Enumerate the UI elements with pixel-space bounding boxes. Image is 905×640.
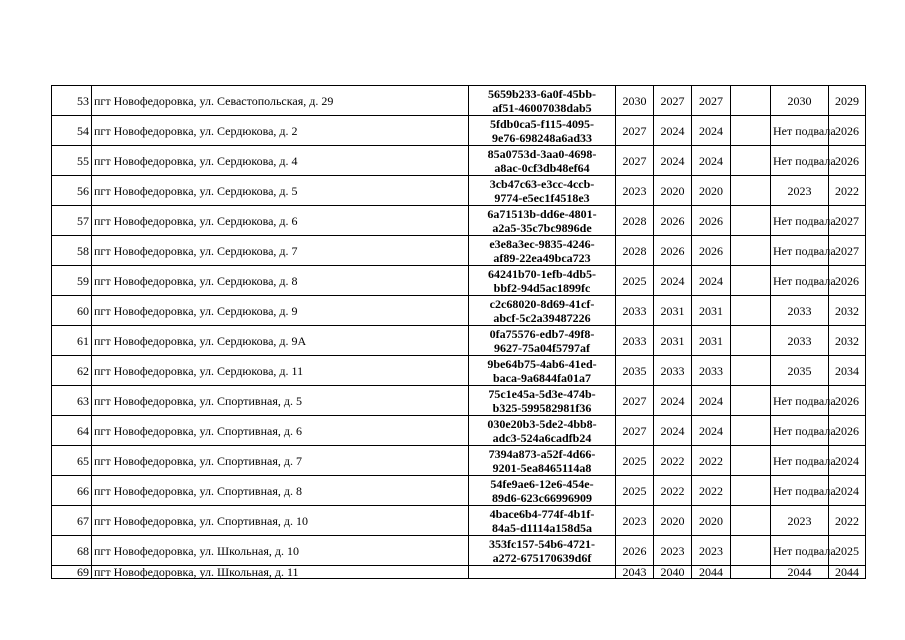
guid-line-1: 9be64b75-4ab6-41ed- <box>487 356 597 371</box>
guid-line-2: 9774-e5ec1f4518e3 <box>494 190 590 205</box>
year-cell-6: 2026 <box>829 116 866 146</box>
year-cell-2: 2024 <box>654 416 692 446</box>
year-cell-1: 2025 <box>616 266 654 296</box>
guid-line-2: baca-9a6844fa01a7 <box>493 370 591 385</box>
guid-cell <box>469 356 616 386</box>
row-number: 53 <box>52 86 92 116</box>
year-cell-1: 2043 <box>616 566 654 579</box>
guid-line-1: 7394a873-a52f-4d66- <box>488 446 596 461</box>
empty-cell <box>731 536 771 566</box>
year-cell-1: 2027 <box>616 146 654 176</box>
guid-line-2: 9201-5ea8465114a8 <box>492 460 592 475</box>
row-number: 67 <box>52 506 92 536</box>
guid-line-1: 030e20b3-5de2-4bb8- <box>487 416 597 431</box>
guid-cell <box>469 326 616 356</box>
address-cell: пгт Новофедоровка, ул. Спортивная, д. 10 <box>92 506 469 536</box>
address-cell: пгт Новофедоровка, ул. Школьная, д. 11 <box>92 566 469 579</box>
year-cell-1: 2023 <box>616 176 654 206</box>
guid-line-1: 64241b70-1efb-4db5- <box>487 266 596 281</box>
year-cell-1: 2028 <box>616 236 654 266</box>
year-cell-6: 2026 <box>829 146 866 176</box>
row-number: 63 <box>52 386 92 416</box>
address-cell: пгт Новофедоровка, ул. Школьная, д. 10 <box>92 536 469 566</box>
guid-cell <box>469 296 616 326</box>
empty-cell <box>731 146 771 176</box>
guid-line-2: bbf2-94d5ac1899fc <box>493 280 591 295</box>
address-cell: пгт Новофедоровка, ул. Сердюкова, д. 6 <box>92 206 469 236</box>
year-cell-6: 2022 <box>829 506 866 536</box>
table-row <box>52 236 866 266</box>
guid-line-2: 84a5-d1114a158d5a <box>491 520 593 535</box>
basement-cell: 2035 <box>771 356 829 386</box>
guid-line-1: 5fdb0ca5-f115-4095- <box>490 116 594 131</box>
basement-cell: Нет подвала <box>771 476 829 506</box>
basement-cell: 2023 <box>771 506 829 536</box>
guid-line-2: 89d6-623c66996909 <box>492 490 592 505</box>
year-cell-2: 2031 <box>654 326 692 356</box>
guid-cell <box>469 476 616 506</box>
table-row <box>52 266 866 296</box>
empty-cell <box>731 446 771 476</box>
year-cell-2: 2020 <box>654 506 692 536</box>
guid-cell <box>469 176 616 206</box>
year-cell-3: 2023 <box>692 536 731 566</box>
year-cell-2: 2020 <box>654 176 692 206</box>
year-cell-1: 2033 <box>616 326 654 356</box>
year-cell-3: 2020 <box>692 176 731 206</box>
row-number: 68 <box>52 536 92 566</box>
year-cell-6: 2032 <box>829 296 866 326</box>
empty-cell <box>731 236 771 266</box>
year-cell-1: 2035 <box>616 356 654 386</box>
basement-cell: Нет подвала <box>771 236 829 266</box>
year-cell-2: 2033 <box>654 356 692 386</box>
year-cell-2: 2023 <box>654 536 692 566</box>
year-cell-2: 2027 <box>654 86 692 116</box>
row-number: 65 <box>52 446 92 476</box>
guid-line-1: c2c68020-8d69-41cf- <box>489 296 595 311</box>
guid-line-2: 9627-75a04f5797af <box>494 340 590 355</box>
year-cell-2: 2024 <box>654 386 692 416</box>
row-number: 56 <box>52 176 92 206</box>
year-cell-1: 2027 <box>616 416 654 446</box>
table-row <box>52 476 866 506</box>
table-body <box>52 86 866 579</box>
empty-cell <box>731 176 771 206</box>
guid-cell <box>469 146 616 176</box>
guid-cell <box>469 446 616 476</box>
year-cell-1: 2027 <box>616 386 654 416</box>
table-row <box>52 566 866 579</box>
year-cell-2: 2022 <box>654 476 692 506</box>
guid-cell <box>469 116 616 146</box>
row-number: 69 <box>52 566 92 579</box>
empty-cell <box>731 416 771 446</box>
basement-cell: 2044 <box>771 566 829 579</box>
empty-cell <box>731 86 771 116</box>
empty-cell <box>731 206 771 236</box>
table-row <box>52 326 866 356</box>
basement-cell: Нет подвала <box>771 416 829 446</box>
address-cell: пгт Новофедоровка, ул. Сердюкова, д. 8 <box>92 266 469 296</box>
year-cell-1: 2028 <box>616 206 654 236</box>
address-cell: пгт Новофедоровка, ул. Сердюкова, д. 9А <box>92 326 469 356</box>
row-number: 62 <box>52 356 92 386</box>
row-number: 55 <box>52 146 92 176</box>
table-row <box>52 536 866 566</box>
row-number: 54 <box>52 116 92 146</box>
year-cell-6: 2025 <box>829 536 866 566</box>
basement-cell: Нет подвала <box>771 206 829 236</box>
guid-line-1: 353fc157-54b6-4721- <box>489 536 595 551</box>
guid-line-2: abcf-5c2a39487226 <box>493 310 591 325</box>
row-number: 61 <box>52 326 92 356</box>
year-cell-6: 2044 <box>829 566 866 579</box>
year-cell-6: 2026 <box>829 266 866 296</box>
address-cell: пгт Новофедоровка, ул. Спортивная, д. 8 <box>92 476 469 506</box>
year-cell-1: 2023 <box>616 506 654 536</box>
year-cell-2: 2026 <box>654 206 692 236</box>
guid-line-2: b325-599582981f36 <box>492 400 592 415</box>
housing-schedule-table <box>51 85 866 579</box>
year-cell-6: 2027 <box>829 206 866 236</box>
year-cell-1: 2026 <box>616 536 654 566</box>
address-cell: пгт Новофедоровка, ул. Сердюкова, д. 9 <box>92 296 469 326</box>
basement-cell: Нет подвала <box>771 446 829 476</box>
guid-line-2: a2a5-35c7bc9896de <box>492 220 592 235</box>
guid-line-2: af89-22ea49bca723 <box>493 250 591 265</box>
year-cell-1: 2030 <box>616 86 654 116</box>
year-cell-3: 2026 <box>692 206 731 236</box>
empty-cell <box>731 266 771 296</box>
guid-line-1: 5659b233-6a0f-45bb- <box>487 86 596 101</box>
empty-cell <box>731 476 771 506</box>
year-cell-3: 2031 <box>692 326 731 356</box>
year-cell-6: 2027 <box>829 236 866 266</box>
address-cell: пгт Новофедоровка, ул. Сердюкова, д. 5 <box>92 176 469 206</box>
empty-cell <box>731 296 771 326</box>
guid-cell <box>469 236 616 266</box>
guid-line-1: 54fe9ae6-12e6-454e- <box>490 476 594 491</box>
year-cell-6: 2026 <box>829 416 866 446</box>
table-row <box>52 446 866 476</box>
basement-cell: 2033 <box>771 296 829 326</box>
row-number: 64 <box>52 416 92 446</box>
basement-cell: Нет подвала <box>771 536 829 566</box>
year-cell-3: 2024 <box>692 146 731 176</box>
guid-cell <box>469 566 616 579</box>
guid-line-2: a272-675170639d6f <box>492 550 592 565</box>
guid-cell <box>469 506 616 536</box>
empty-cell <box>731 566 771 579</box>
guid-line-1: 0fa75576-edb7-49f8- <box>489 326 595 341</box>
address-cell: пгт Новофедоровка, ул. Севастопольская, д. 29 <box>92 86 469 116</box>
guid-line-2: adc3-524a6cadfb24 <box>492 430 592 445</box>
year-cell-2: 2024 <box>654 266 692 296</box>
year-cell-6: 2026 <box>829 386 866 416</box>
year-cell-2: 2040 <box>654 566 692 579</box>
guid-line-2: af51-46007038dab5 <box>492 100 592 115</box>
year-cell-2: 2024 <box>654 146 692 176</box>
address-cell: пгт Новофедоровка, ул. Сердюкова, д. 4 <box>92 146 469 176</box>
year-cell-6: 2022 <box>829 176 866 206</box>
year-cell-1: 2025 <box>616 476 654 506</box>
year-cell-6: 2032 <box>829 326 866 356</box>
guid-cell <box>469 266 616 296</box>
guid-line-1: 3cb47c63-e3cc-4ccb- <box>489 176 595 191</box>
guid-cell <box>469 416 616 446</box>
table-row <box>52 146 866 176</box>
basement-cell: 2023 <box>771 176 829 206</box>
year-cell-3: 2022 <box>692 476 731 506</box>
table-row <box>52 176 866 206</box>
basement-cell: Нет подвала <box>771 146 829 176</box>
year-cell-2: 2022 <box>654 446 692 476</box>
year-cell-6: 2034 <box>829 356 866 386</box>
year-cell-3: 2024 <box>692 266 731 296</box>
basement-cell: Нет подвала <box>771 266 829 296</box>
table-row <box>52 356 866 386</box>
year-cell-3: 2020 <box>692 506 731 536</box>
row-number: 60 <box>52 296 92 326</box>
guid-line-1: 6a71513b-dd6e-4801- <box>487 206 597 221</box>
basement-cell: 2033 <box>771 326 829 356</box>
year-cell-3: 2031 <box>692 296 731 326</box>
row-number: 59 <box>52 266 92 296</box>
empty-cell <box>731 116 771 146</box>
address-cell: пгт Новофедоровка, ул. Спортивная, д. 6 <box>92 416 469 446</box>
address-cell: пгт Новофедоровка, ул. Сердюкова, д. 2 <box>92 116 469 146</box>
year-cell-1: 2027 <box>616 116 654 146</box>
year-cell-6: 2024 <box>829 476 866 506</box>
table-row <box>52 506 866 536</box>
year-cell-3: 2024 <box>692 416 731 446</box>
guid-line-1: e3e8a3ec-9835-4246- <box>489 236 595 251</box>
table-row <box>52 86 866 116</box>
year-cell-3: 2024 <box>692 116 731 146</box>
table-row <box>52 206 866 236</box>
guid-cell <box>469 536 616 566</box>
year-cell-3: 2033 <box>692 356 731 386</box>
table-row <box>52 416 866 446</box>
year-cell-3: 2026 <box>692 236 731 266</box>
basement-cell: Нет подвала <box>771 116 829 146</box>
year-cell-1: 2033 <box>616 296 654 326</box>
address-cell: пгт Новофедоровка, ул. Спортивная, д. 7 <box>92 446 469 476</box>
guid-cell <box>469 86 616 116</box>
row-number: 66 <box>52 476 92 506</box>
guid-cell <box>469 386 616 416</box>
empty-cell <box>731 356 771 386</box>
guid-line-1: 4bace6b4-774f-4b1f- <box>489 506 595 521</box>
guid-line-2: 9e76-698248a6ad33 <box>492 130 592 145</box>
guid-line-2: a8ac-0cf3db48ef64 <box>494 160 590 175</box>
year-cell-2: 2024 <box>654 116 692 146</box>
guid-line-1: 75c1e45a-5d3e-474b- <box>488 386 596 401</box>
guid-cell <box>469 206 616 236</box>
table-row <box>52 386 866 416</box>
year-cell-2: 2031 <box>654 296 692 326</box>
year-cell-2: 2026 <box>654 236 692 266</box>
empty-cell <box>731 506 771 536</box>
empty-cell <box>731 326 771 356</box>
year-cell-6: 2029 <box>829 86 866 116</box>
year-cell-3: 2022 <box>692 446 731 476</box>
address-cell: пгт Новофедоровка, ул. Спортивная, д. 5 <box>92 386 469 416</box>
address-cell: пгт Новофедоровка, ул. Сердюкова, д. 11 <box>92 356 469 386</box>
table-row <box>52 116 866 146</box>
basement-cell: 2030 <box>771 86 829 116</box>
basement-cell: Нет подвала <box>771 386 829 416</box>
row-number: 58 <box>52 236 92 266</box>
year-cell-3: 2044 <box>692 566 731 579</box>
guid-line-1: 85a0753d-3aa0-4698- <box>487 146 597 161</box>
table-row <box>52 296 866 326</box>
year-cell-3: 2024 <box>692 386 731 416</box>
year-cell-3: 2027 <box>692 86 731 116</box>
year-cell-1: 2025 <box>616 446 654 476</box>
year-cell-6: 2024 <box>829 446 866 476</box>
address-cell: пгт Новофедоровка, ул. Сердюкова, д. 7 <box>92 236 469 266</box>
row-number: 57 <box>52 206 92 236</box>
empty-cell <box>731 386 771 416</box>
